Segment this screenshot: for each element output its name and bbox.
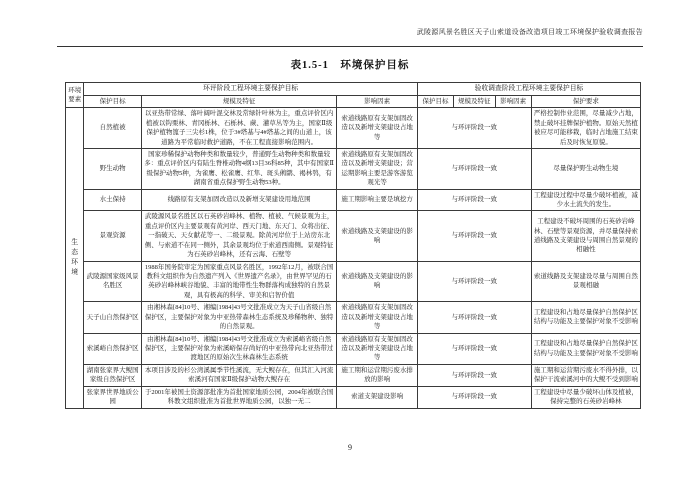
table-row <box>66 211 641 261</box>
impact-cell: 施工期影响主要是填挖方 <box>337 189 418 211</box>
environment-protection-table <box>65 82 641 409</box>
col-header-protect-target: 保护目标 <box>84 95 142 107</box>
impact-cell: 索道线路原有支架加固改造以及新增支架建设占地等 <box>337 108 418 149</box>
scale-cell: 于2001年被国土资源部批准为首批国家地质公园，2004年被联合国科教文组织批准为首批世界地质公园，以独一无二 <box>141 386 337 408</box>
requirement-cell: 尽量保护野生动物生境 <box>531 148 640 189</box>
scale-cell: 本项目涉及的杉公湾溪属季节性溪流，无大鲵存在，但其汇入河流索溪河有国家Ⅱ级保护动物大鲵存在 <box>141 364 337 386</box>
requirement-cell: 工程建设不破坏周围的石英砂岩峰林、石壁等景观资源，并尽量保持索道线路及支架建设与周围自然景观的相融性 <box>531 211 640 261</box>
impact-cell: 索道线路原有支架加固改造以及新增支架建设占地等 <box>337 333 418 364</box>
col-header-impact-factor: 影响因素 <box>337 95 418 107</box>
col-header-protect-target-2: 保护目标 <box>417 95 453 107</box>
scale-cell: 武陵源风景名胜区以石英砂岩峰林、植物、植被、气候景观为主，重点评价区内主要景观有黄河岸、西天门地、东天门、众将出征、一指破天、天女献花等一、二级景观。除黄河岸位于上站房东北侧、与索道不在同一侧外，其余景观均位于索道西南侧。景观特征为石英砂岩峰林，还有云海、石壁等 <box>141 211 337 261</box>
scale-cell: 国家珍稀保护动物种类和数量较少，普通野生动物种类和数量较多：重点评价区内有陆生脊椎动物4纲13目36科85种，其中有国家Ⅱ级保护动物5种，为雀鹰、松雀鹰、红隼、斑头鸺鹠、褐林鸮，有湖南省重点保护野生动物53种。 <box>141 148 337 189</box>
target-cell: 水土保持 <box>84 189 142 211</box>
requirement-cell: 施工期和运营期污废水不得外排，以保护干流索溪河中的大鲵不受到影响 <box>531 364 640 386</box>
requirement-cell: 工程建设和占地尽量保护自然保护区结构与功能及主要保护对象不受影响 <box>531 333 640 364</box>
impact-cell: 索道线路及支架建设的影响 <box>337 261 418 302</box>
impact-cell: 索道线路及支架建设的影响 <box>337 211 418 261</box>
col-header-scale-feature-2: 规模及特征 <box>454 95 495 107</box>
requirement-cell: 索道线路及支架建设尽量与周围自然景观相融 <box>531 261 640 302</box>
target-cell: 天子山自然保护区 <box>84 302 142 333</box>
target-cell: 自然植被 <box>84 108 142 149</box>
requirement-cell: 工程建设和占地尽量保护自然保护区结构与功能及主要保护对象不受影响 <box>531 302 640 333</box>
acceptance-cell: 与环评阶段一致 <box>417 386 531 408</box>
running-header: 武陵源风景名胜区天子山索道设备改造项目竣工环境保护验收调查报告 <box>416 28 643 36</box>
acceptance-cell: 与环评阶段一致 <box>417 261 531 302</box>
col-header-env-element: 环境要素 <box>66 83 84 108</box>
scale-cell: 线路原有支架加固改造以及新增支架建设用地范围 <box>141 189 337 211</box>
acceptance-cell: 与环评阶段一致 <box>417 189 531 211</box>
table-row <box>66 108 641 149</box>
table-row <box>66 148 641 189</box>
table-header-row-1 <box>66 83 641 96</box>
category-cell: 生态环境 <box>66 108 84 408</box>
acceptance-cell: 与环评阶段一致 <box>417 333 531 364</box>
acceptance-cell: 与环评阶段一致 <box>417 364 531 386</box>
table-row <box>66 386 641 408</box>
impact-cell: 索道线路原有支架加固改造以及新增支架建设；营运期影响主要是游客游览观光等 <box>337 148 418 189</box>
impact-cell: 施工期和运营期污废水排放的影响 <box>337 364 418 386</box>
target-cell: 武陵源国家级风景名胜区 <box>84 261 142 302</box>
target-cell: 湖南张家界大鲵国家级自然保护区 <box>84 364 142 386</box>
table-row <box>66 189 641 211</box>
table-row <box>66 364 641 386</box>
page-title: 表1.5-1 环境保护目标 <box>290 60 410 71</box>
target-cell: 野生动物 <box>84 148 142 189</box>
requirement-cell: 工程建设中尽量少破坏山体及植被，保持完整的石英砂岩峰林 <box>531 386 640 408</box>
col-header-acceptance-group: 验收调查阶段工程环境主要保护目标 <box>417 83 640 96</box>
page-number: 9 <box>348 443 352 452</box>
col-header-scale-feature: 规模及特征 <box>141 95 337 107</box>
table-row <box>66 333 641 364</box>
acceptance-cell: 与环评阶段一致 <box>417 148 531 189</box>
impact-cell: 索道线路原有支架加固改造以及新增支架建设占地等 <box>337 302 418 333</box>
scale-cell: 以亚热带常绿、落叶阔叶混交林及常绿针叶林为主，重点评价区内植被以钩栗林、青冈栎林、石栎林、蕨、灌草丛等为主，国家Ⅱ级保护植物篦子三尖杉1株，位于3#塔基与4#塔基之间的山道上，该道路为平常临时救护道路，不在工程直接影响范围内。 <box>141 108 337 149</box>
header-rule <box>57 46 643 47</box>
col-header-eia-group: 环评阶段工程环境主要保护目标 <box>84 83 418 96</box>
acceptance-cell: 与环评阶段一致 <box>417 108 531 149</box>
requirement-cell: 工程建设过程中尽量少破坏植被，减少水土流失的发生。 <box>531 189 640 211</box>
impact-cell: 索道支架建设影响 <box>337 386 418 408</box>
acceptance-cell: 与环评阶段一致 <box>417 211 531 261</box>
scale-cell: 由湘林森[84]10号、湘编[1984]43号文批准成立为天子山省级自然保护区，主要保护对象为中亚热带森林生态系统及珍稀物种、独特的自然景观。 <box>141 302 337 333</box>
acceptance-cell: 与环评阶段一致 <box>417 302 531 333</box>
col-header-impact-factor-2: 影响因素 <box>495 95 531 107</box>
requirement-cell: 严格控制作业范围，尽量减少占地，禁止破坏挂牌保护植物。原始天然植被应尽可能移栽，临时占地施工结束后及时恢复原貌。 <box>531 108 640 149</box>
target-cell: 张家界世界地质公园 <box>84 386 142 408</box>
table-header-row-2 <box>66 95 641 107</box>
table-row <box>66 261 641 302</box>
col-header-protect-requirement: 保护要求 <box>531 95 640 107</box>
target-cell: 景观资源 <box>84 211 142 261</box>
scale-cell: 由湘林森[84]10号、湘编[1984]43号文批准成立为索溪峪省级自然保护区，主要保护对象为索溪峪保存尚好的中亚热带向北亚热带过渡地区的原始次生林森林生态系统 <box>141 333 337 364</box>
scale-cell: 1988年国务院审定为国家重点风景名胜区，1992年12月，被联合国教科文组织作为自然遗产列入《世界遗产名录》，由世界罕见的石英砂岩峰林峡谷地貌、丰富的地带性生物群落构成独特的自然景观，具有极高的科学、审美和启智价值 <box>141 261 337 302</box>
target-cell: 索溪峪自然保护区 <box>84 333 142 364</box>
table-row <box>66 302 641 333</box>
